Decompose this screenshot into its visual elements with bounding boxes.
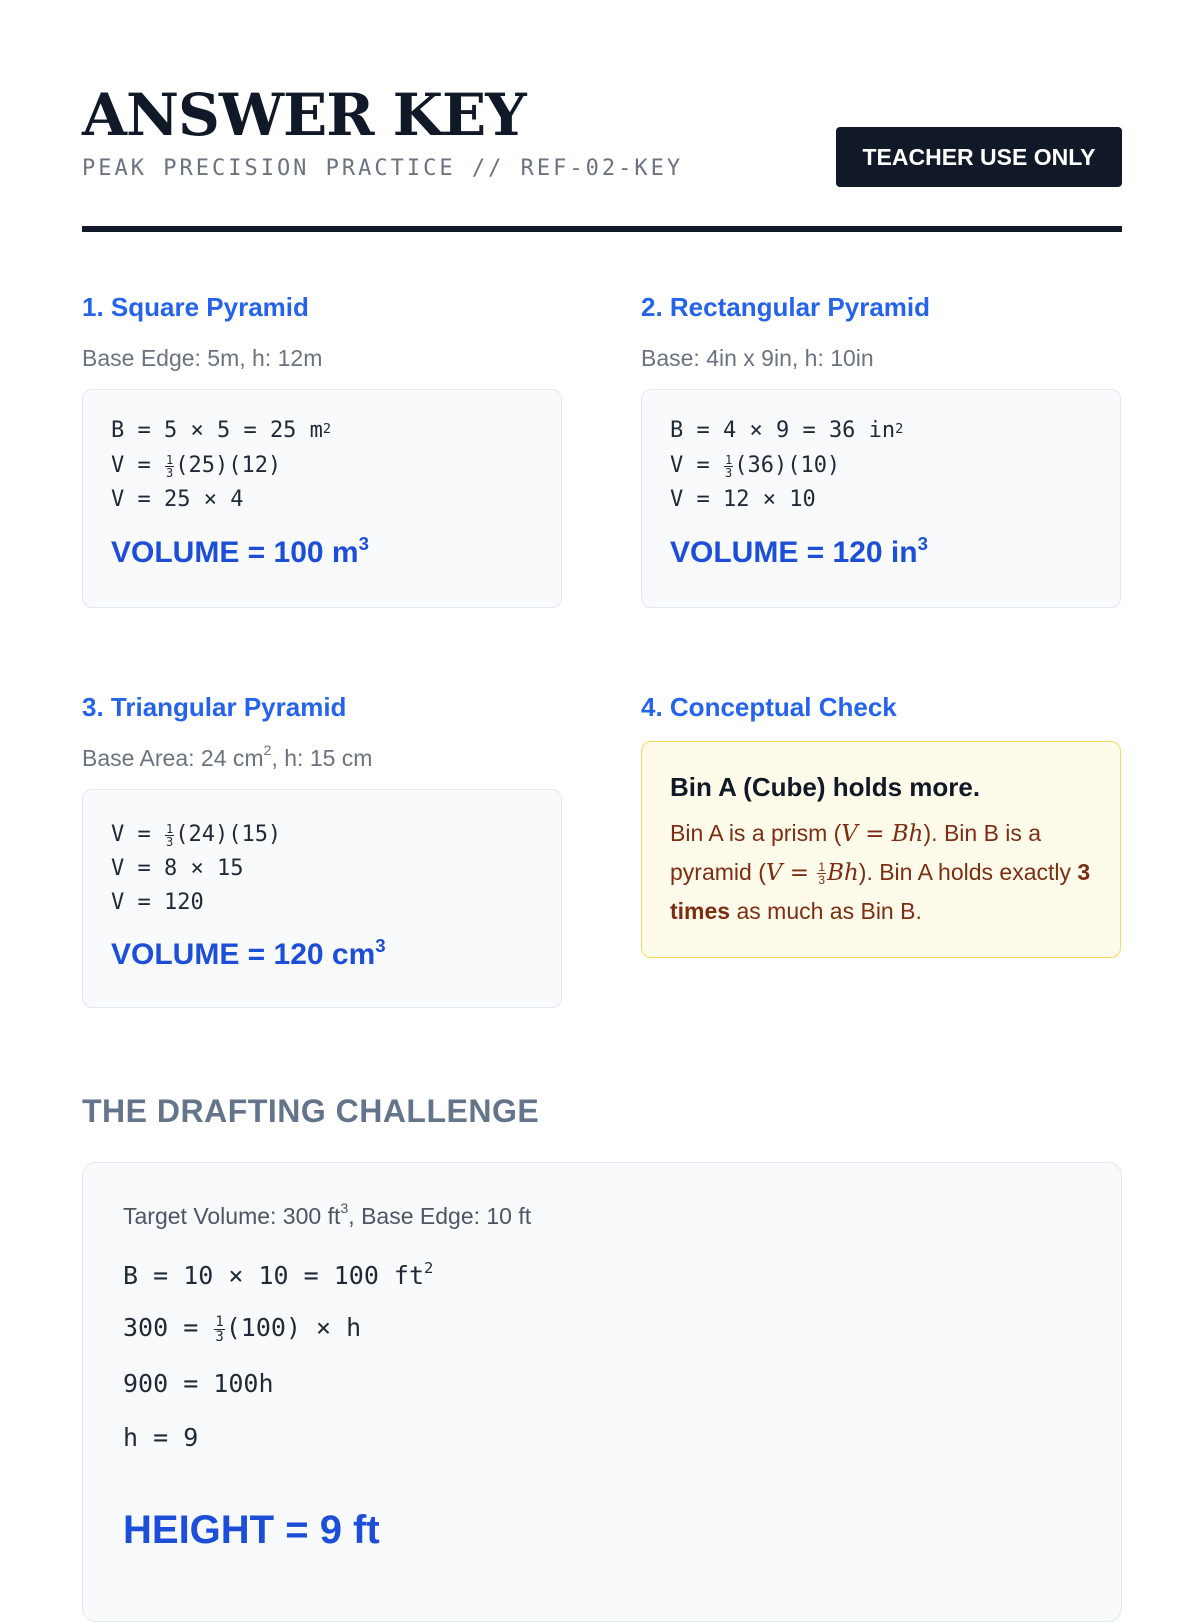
problem-2-step-1: B = 4 × 9 = 36 $in^2$: [670, 418, 904, 443]
problem-1-volume: VOLUME = 100 $m^3$: [111, 533, 369, 569]
one-third-fraction: $\frac{1}{3}$: [215, 1313, 224, 1345]
header-divider: [82, 226, 1122, 232]
conceptual-check-headline: Bin A (Cube) holds more.: [670, 772, 981, 802]
drafting-challenge-heading: THE DRAFTING CHALLENGE: [82, 1093, 540, 1129]
drafting-step-2: 300 = $\frac{1}{3}$ (100) × h: [123, 1313, 362, 1345]
conceptual-check-card: [641, 741, 1121, 958]
problem-1-solution-card: [82, 389, 562, 608]
problem-3-solution-card: [82, 789, 562, 1008]
drafting-step-4: h = 9: [123, 1423, 199, 1452]
problem-1-step-3: V = 25 × 4: [111, 487, 244, 512]
page-subtitle: PEAK PRECISION PRACTICE // REF-02-KEY: [82, 156, 684, 181]
problem-2-title: 2. Rectangular Pyramid: [641, 292, 930, 322]
problem-1-step-2: V = $\frac{1}{3}$ (25)(12): [111, 452, 282, 480]
problem-1-given: Base Edge: 5m, h: 12m: [82, 345, 323, 371]
problem-3-step-2: V = 8 × 15: [111, 856, 244, 881]
drafting-step-3: 900 = 100h: [123, 1369, 274, 1398]
problem-1-step-1: B = 5 × 5 = 25 $m^2$: [111, 418, 332, 443]
drafting-step-1: B = 10 × 10 = 100 $ft^2$: [123, 1258, 434, 1290]
problem-3-volume: VOLUME = 120 $cm^3$: [111, 935, 386, 971]
conceptual-check-explanation: Bin A is a prism (V = Bh). Bin B is a pyramid (V = $\frac{1}{3}$ Bh). Bin A holds exactly 3 times as much as Bin B.: [670, 820, 1091, 924]
problem-2-solution-card: [641, 389, 1121, 608]
problem-2-step-3: V = 12 × 10: [670, 487, 816, 512]
problem-2-volume: VOLUME = 120 $in^3$: [670, 533, 928, 569]
one-third-fraction: $\frac{1}{3}$: [165, 452, 174, 480]
one-third-fraction: $\frac{1}{3}$: [724, 452, 733, 480]
drafting-answer: HEIGHT = 9 ft: [123, 1508, 380, 1552]
one-third-fraction: $\frac{1}{3}$: [165, 821, 174, 849]
problem-2-step-2: V = $\frac{1}{3}$ (36)(10): [670, 452, 841, 480]
drafting-target: Target Volume: 300 $ft^3$, Base Edge: 10 ft: [123, 1200, 532, 1229]
teacher-use-badge: TEACHER USE ONLY: [836, 127, 1122, 187]
problem-3-title: 3. Triangular Pyramid: [82, 692, 347, 722]
problem-3-step-3: V = 120: [111, 890, 204, 915]
problem-1-title: 1. Square Pyramid: [82, 292, 309, 322]
problem-3-given: Base Area: 24 $cm^2$, h: 15 cm: [82, 742, 373, 771]
problem-3-step-1: V = $\frac{1}{3}$ (24)(15): [111, 821, 282, 849]
page-title: ANSWER KEY: [82, 81, 526, 149]
one-third-fraction: $\frac{1}{3}$: [818, 860, 826, 888]
problem-2-given: Base: 4in x 9in, h: 10in: [641, 345, 874, 371]
problem-4-title: 4. Conceptual Check: [641, 692, 897, 722]
drafting-challenge-card: [82, 1162, 1122, 1622]
